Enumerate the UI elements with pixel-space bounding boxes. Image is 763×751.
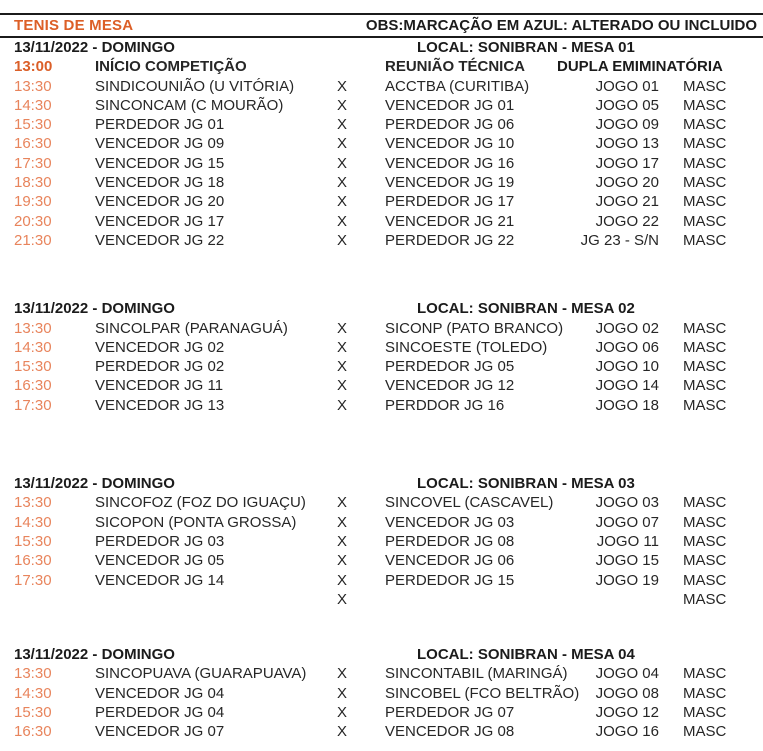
versus-mark: X: [337, 571, 348, 589]
versus-mark: X: [337, 684, 348, 702]
category-label: MASC: [683, 571, 727, 589]
versus-mark: X: [337, 174, 348, 192]
match-row: [0, 212, 763, 231]
match-row: [0, 154, 763, 173]
game-number: JOGO 03: [595, 494, 659, 512]
section-location: LOCAL: SONIBRAN - MESA 02: [417, 300, 635, 318]
category-label: MASC: [683, 665, 727, 683]
away-team: SINCOVEL (CASCAVEL): [385, 494, 554, 512]
match-time: 17:30: [14, 396, 52, 414]
category-label: MASC: [683, 77, 727, 95]
game-number: JOGO 01: [595, 77, 659, 95]
schedule-section: [0, 645, 763, 741]
section-date: 13/11/2022 - DOMINGO: [14, 475, 175, 493]
match-time: 13:30: [14, 494, 52, 512]
away-team: PERDDOR JG 16: [385, 396, 505, 414]
game-cell: [597, 376, 659, 395]
home-team: PERDEDOR JG 03: [95, 532, 225, 550]
game-cell: [597, 551, 659, 570]
section-header: [0, 38, 763, 57]
versus-mark: X: [337, 319, 348, 337]
home-team: SINCOLPAR (PARANAGUÁ): [95, 319, 288, 337]
page-title: TENIS DE MESA: [14, 17, 134, 34]
game-number: JOGO 20: [595, 174, 659, 192]
away-team: PERDEDOR JG 15: [385, 571, 515, 589]
away-team: SINCONTABIL (MARINGÁ): [385, 665, 568, 683]
versus-mark: X: [337, 494, 348, 512]
match-time: 16:30: [14, 723, 52, 741]
match-row: [0, 192, 763, 211]
game-number: JOGO 16: [595, 723, 659, 741]
category-label: MASC: [683, 135, 727, 153]
versus-mark: X: [337, 135, 348, 153]
game-cell: [597, 319, 659, 338]
match-row: [0, 96, 763, 115]
start-time: 13:00: [14, 58, 53, 76]
match-time: 17:30: [14, 571, 52, 589]
match-time: [14, 590, 95, 609]
match-row: [0, 590, 763, 609]
game-number: JOGO 13: [595, 135, 659, 153]
category-label: MASC: [683, 338, 727, 356]
match-time: 15:30: [14, 116, 52, 134]
section-header: [0, 474, 763, 493]
versus-mark: X: [337, 552, 348, 570]
schedule-section: [0, 474, 763, 609]
match-time: 15:30: [14, 704, 52, 722]
home-team: VENCEDOR JG 07: [95, 723, 225, 741]
section-rows: [0, 664, 763, 741]
section-date: 13/11/2022 - DOMINGO: [14, 646, 175, 664]
away-team: SINCOESTE (TOLEDO): [385, 338, 548, 356]
game-number: JOGO 11: [596, 532, 659, 550]
match-row: [0, 703, 763, 722]
versus-mark: X: [337, 590, 348, 608]
game-cell: [597, 493, 659, 512]
game-cell: [597, 134, 659, 153]
sections-container: [0, 38, 763, 742]
match-row: [0, 571, 763, 590]
match-row: [0, 338, 763, 357]
match-time: 14:30: [14, 96, 52, 114]
home-team: VENCEDOR JG 18: [95, 174, 225, 192]
header-col-elimination: DUPLA EMIMINATÓRIA: [557, 58, 723, 76]
game-cell: [597, 571, 659, 590]
home-team: SINDICOUNIÃO (U VITÓRIA): [95, 77, 295, 95]
match-row: [0, 77, 763, 96]
away-team: PERDEDOR JG 08: [385, 532, 515, 550]
away-team: VENCEDOR JG 01: [385, 96, 515, 114]
match-row: [0, 513, 763, 532]
home-team: VENCEDOR JG 11: [95, 377, 224, 395]
match-time: 16:30: [14, 552, 52, 570]
match-row: [0, 684, 763, 703]
match-time: 13:30: [14, 319, 52, 337]
versus-mark: X: [337, 116, 348, 134]
game-cell: [597, 154, 659, 173]
home-team: VENCEDOR JG 09: [95, 135, 225, 153]
title-row: [0, 15, 763, 36]
match-time: 20:30: [14, 212, 52, 230]
away-team: SINCOBEL (FCO BELTRÃO): [385, 684, 580, 702]
game-number: JOGO 07: [595, 513, 659, 531]
category-label: MASC: [683, 704, 727, 722]
match-time: 13:30: [14, 77, 52, 95]
match-row: [0, 231, 763, 250]
section-rows: [0, 493, 763, 609]
home-team: SICOPON (PONTA GROSSA): [95, 513, 297, 531]
section-header: [0, 645, 763, 664]
category-label: MASC: [683, 396, 727, 414]
game-cell: [597, 532, 659, 551]
versus-mark: X: [337, 723, 348, 741]
match-row: [0, 357, 763, 376]
away-team: VENCEDOR JG 10: [385, 135, 515, 153]
game-number: JOGO 17: [595, 154, 659, 172]
home-team: VENCEDOR JG 13: [95, 396, 225, 414]
match-time: 16:30: [14, 377, 52, 395]
match-time: 15:30: [14, 532, 52, 550]
home-team: VENCEDOR JG 22: [95, 231, 225, 249]
game-number: JOGO 12: [595, 704, 659, 722]
category-label: MASC: [683, 154, 727, 172]
match-time: 17:30: [14, 154, 52, 172]
versus-mark: X: [337, 154, 348, 172]
away-team: PERDEDOR JG 06: [385, 116, 515, 134]
category-label: MASC: [683, 193, 727, 211]
game-number: JOGO 10: [595, 358, 659, 376]
match-time: 14:30: [14, 684, 52, 702]
away-team: SICONP (PATO BRANCO): [385, 319, 564, 337]
match-time: 14:30: [14, 338, 52, 356]
versus-mark: X: [337, 77, 348, 95]
game-number: JOGO 18: [595, 396, 659, 414]
game-number: JOGO 22: [595, 212, 659, 230]
category-label: MASC: [683, 96, 727, 114]
section-date: 13/11/2022 - DOMINGO: [14, 39, 175, 56]
game-number: JOGO 02: [595, 319, 659, 337]
home-team: VENCEDOR JG 20: [95, 193, 225, 211]
home-team: VENCEDOR JG 15: [95, 154, 225, 172]
versus-mark: X: [337, 212, 348, 230]
header-col-technical-meeting: REUNIÃO TÉCNICA: [385, 58, 526, 76]
game-cell: [597, 96, 659, 115]
versus-mark: X: [337, 396, 348, 414]
section-date: 13/11/2022 - DOMINGO: [14, 300, 175, 318]
category-label: MASC: [683, 684, 727, 702]
home-team: VENCEDOR JG 17: [95, 212, 225, 230]
category-label: MASC: [683, 552, 727, 570]
schedule-section: [0, 38, 763, 250]
section-rows: [0, 57, 763, 250]
game-cell: [597, 722, 659, 741]
category-label: MASC: [683, 116, 727, 134]
game-number: JOGO 14: [595, 377, 659, 395]
game-cell: [597, 357, 659, 376]
away-team: VENCEDOR JG 08: [385, 723, 515, 741]
section-location: LOCAL: SONIBRAN - MESA 04: [417, 646, 635, 664]
versus-mark: X: [337, 704, 348, 722]
game-cell: [597, 77, 659, 96]
away-team: VENCEDOR JG 19: [385, 174, 515, 192]
category-label: MASC: [683, 231, 727, 249]
game-cell: [597, 173, 659, 192]
match-row: [0, 396, 763, 415]
category-label: MASC: [683, 377, 727, 395]
versus-mark: X: [337, 338, 348, 356]
versus-mark: X: [337, 231, 348, 249]
away-team: ACCTBA (CURITIBA): [385, 77, 530, 95]
match-row: [0, 134, 763, 153]
home-team: SINCOFOZ (FOZ DO IGUAÇU): [95, 494, 306, 512]
away-team: VENCEDOR JG 06: [385, 552, 515, 570]
match-row: [0, 493, 763, 512]
game-cell: [597, 338, 659, 357]
match-time: 21:30: [14, 231, 52, 249]
home-team: PERDEDOR JG 04: [95, 704, 225, 722]
match-row: [0, 664, 763, 683]
category-label: MASC: [683, 212, 727, 230]
home-team: SINCONCAM (C MOURÃO): [95, 96, 284, 114]
away-team: VENCEDOR JG 03: [385, 513, 515, 531]
away-team: PERDEDOR JG 22: [385, 231, 515, 249]
category-label: MASC: [683, 358, 727, 376]
section-header: [0, 299, 763, 318]
game-cell: [597, 192, 659, 211]
away-team: PERDEDOR JG 05: [385, 358, 515, 376]
versus-mark: X: [337, 665, 348, 683]
game-cell: [580, 231, 659, 250]
game-number: JOGO 21: [595, 193, 659, 211]
away-team: PERDEDOR JG 07: [385, 704, 515, 722]
category-label: MASC: [683, 723, 727, 741]
away-team: PERDEDOR JG 17: [385, 193, 515, 211]
game-number: JOGO 06: [595, 338, 659, 356]
match-row: [0, 115, 763, 134]
match-time: 18:30: [14, 174, 52, 192]
game-cell: [597, 590, 659, 609]
versus-mark: X: [337, 96, 348, 114]
match-time: 14:30: [14, 513, 52, 531]
home-team: VENCEDOR JG 05: [95, 552, 225, 570]
match-row: [0, 722, 763, 741]
versus-mark: X: [337, 532, 348, 550]
home-team: VENCEDOR JG 02: [95, 338, 225, 356]
versus-mark: X: [337, 513, 348, 531]
obs-note: OBS:MARCAÇÃO EM AZUL: ALTERADO OU INCLUIDO: [365, 17, 757, 34]
game-number: JOGO 19: [595, 571, 659, 589]
game-number: JOGO 08: [595, 684, 659, 702]
match-row: [0, 532, 763, 551]
versus-mark: X: [337, 358, 348, 376]
game-cell: [597, 703, 659, 722]
match-row: [0, 376, 763, 395]
away-team: [385, 590, 597, 609]
game-number: JOGO 05: [595, 96, 659, 114]
game-cell: [597, 212, 659, 231]
home-team: [95, 590, 337, 609]
section-location: LOCAL: SONIBRAN - MESA 03: [417, 475, 635, 493]
match-row: [0, 551, 763, 570]
category-label: MASC: [683, 532, 727, 550]
versus-mark: X: [337, 377, 348, 395]
category-label: MASC: [683, 319, 727, 337]
top-margin: [0, 0, 763, 13]
match-row: [0, 173, 763, 192]
versus-mark: X: [337, 193, 348, 211]
game-cell: [597, 513, 659, 532]
home-team: PERDEDOR JG 01: [95, 116, 225, 134]
away-team: VENCEDOR JG 16: [385, 154, 515, 172]
home-team: SINCOPUAVA (GUARAPUAVA): [95, 665, 307, 683]
game-number: JOGO 04: [595, 665, 659, 683]
section-rows: [0, 319, 763, 415]
away-team: VENCEDOR JG 21: [385, 212, 515, 230]
category-label: MASC: [683, 174, 727, 192]
category-label: MASC: [683, 513, 727, 531]
away-team: VENCEDOR JG 12: [385, 377, 515, 395]
game-cell: [597, 664, 659, 683]
match-row: [0, 319, 763, 338]
home-team: PERDEDOR JG 02: [95, 358, 225, 376]
match-time: 19:30: [14, 193, 52, 211]
schedule-section: [0, 299, 763, 415]
game-number: JOGO 09: [595, 116, 659, 134]
home-team: VENCEDOR JG 04: [95, 684, 225, 702]
category-label: MASC: [683, 494, 727, 512]
header-col-competition: INÍCIO COMPETIÇÃO: [95, 58, 247, 76]
home-team: VENCEDOR JG 14: [95, 571, 225, 589]
match-time: 15:30: [14, 358, 52, 376]
schedule-header-row: [0, 57, 763, 76]
section-location: LOCAL: SONIBRAN - MESA 01: [417, 39, 635, 56]
match-time: 16:30: [14, 135, 52, 153]
category-label: MASC: [683, 590, 727, 608]
game-cell: [597, 684, 659, 703]
game-cell: [597, 396, 659, 415]
game-cell: [597, 115, 659, 134]
game-number: JOGO 15: [595, 552, 659, 570]
game-number: JG 23 - S/N: [580, 231, 659, 249]
match-time: 13:30: [14, 665, 52, 683]
